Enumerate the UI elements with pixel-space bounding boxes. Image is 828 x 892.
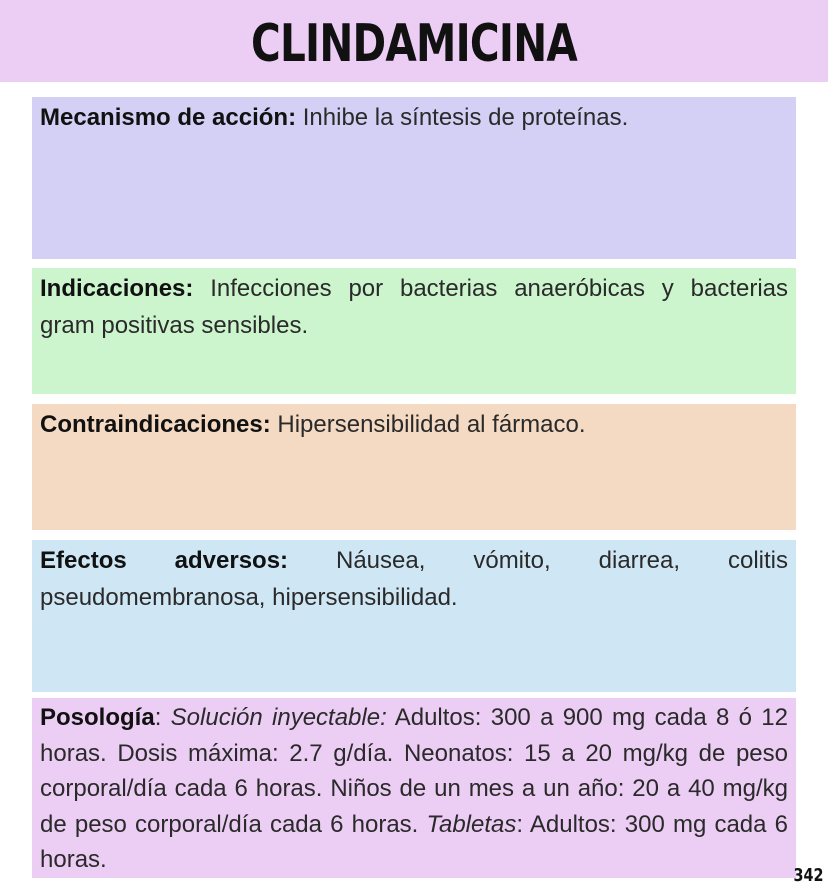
mecanismo-section [32, 97, 796, 259]
contraindicaciones-label: Contraindicaciones: [40, 411, 271, 438]
indicaciones-label: Indicaciones: [40, 275, 194, 302]
mecanismo-text: Inhibe la síntesis de proteínas. [296, 104, 629, 131]
title-banner [0, 0, 828, 82]
posologia-label: Posología [40, 704, 155, 731]
efectos-adversos-section [32, 540, 796, 692]
efectos-adversos-label: Efectos adversos: [40, 547, 289, 574]
posologia-form-inyectable: Solución inyectable: [170, 704, 387, 731]
posologia-form-tabletas: Tabletas [426, 810, 517, 838]
page-title: CLINDAMICINA [250, 14, 577, 74]
contraindicaciones-section [32, 404, 796, 530]
contraindicaciones-text: Hipersensibilidad al fármaco. [270, 411, 586, 438]
efectos-adversos-text: Náusea, vómito, diarrea, colitis pseudomembranosa, hipersensibilidad. [40, 547, 788, 611]
page-number: 342 [793, 865, 824, 886]
posologia-text-inyectable: Adultos: 300 a 900 mg cada 8 ó 12 horas. Dosis máxima: 2.7 g/día. Neonatos: 15 a 20 mg/kg de peso corporal/día cada 6 horas. Niños de un mes a un año: 20 a 40 mg/kg de peso corporal/día cada 6 horas. [40, 704, 788, 838]
posologia-section [32, 698, 796, 878]
posologia-sep: : [154, 704, 171, 731]
mecanismo-label: Mecanismo de acción: [40, 104, 297, 131]
indicaciones-text: Infecciones por bacterias anaeróbicas y bacterias gram positivas sensibles. [40, 275, 788, 339]
indicaciones-section [32, 268, 796, 394]
posologia-text-tabletas: : Adultos: 300 mg cada 6 horas. [40, 810, 788, 873]
